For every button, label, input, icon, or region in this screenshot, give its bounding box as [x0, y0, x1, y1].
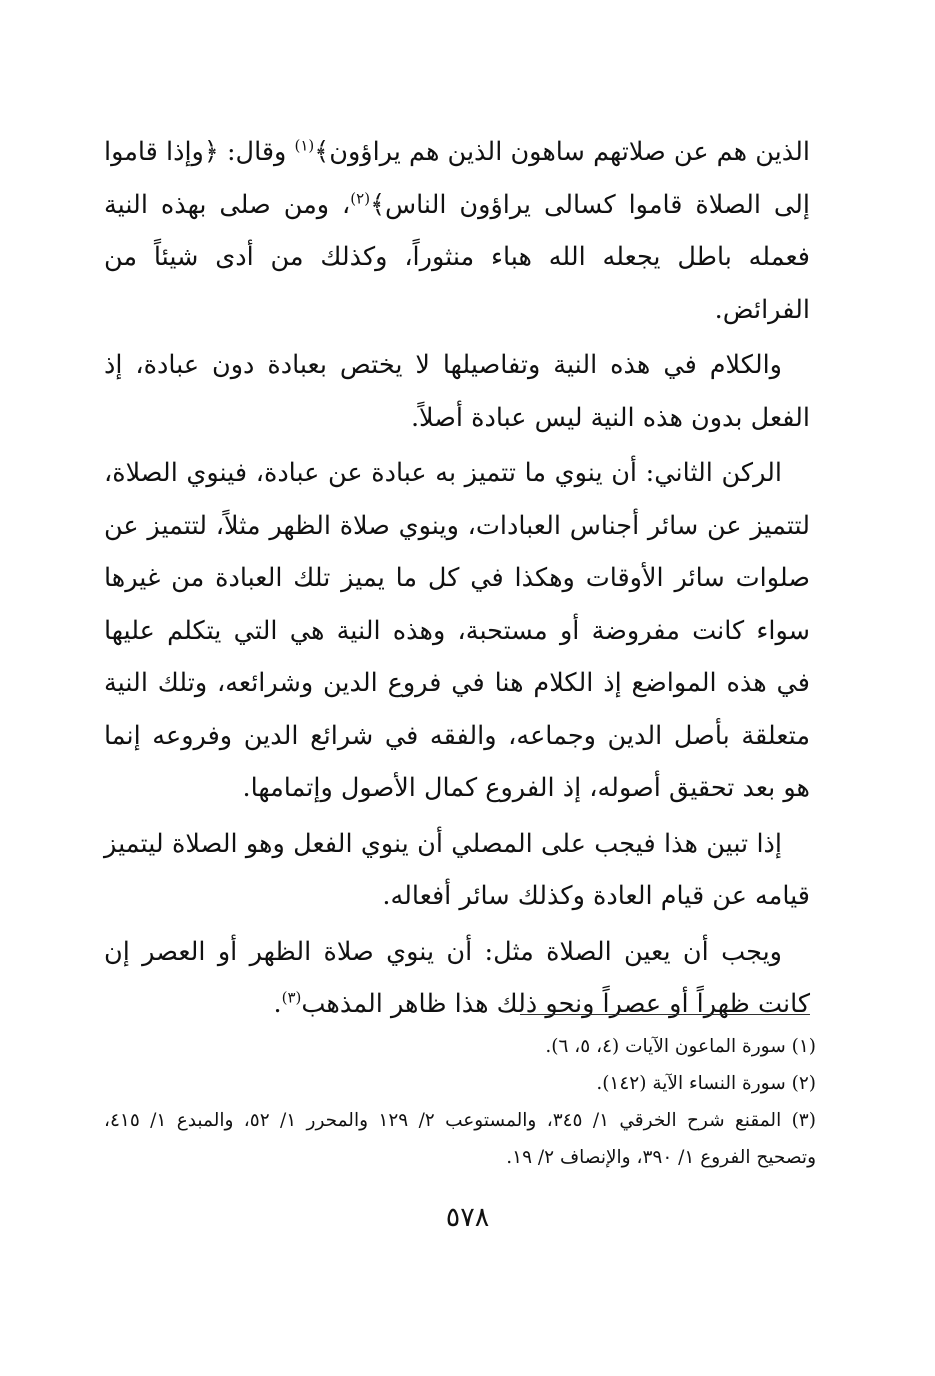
footnote-separator [520, 1014, 810, 1015]
main-text [104, 126, 810, 1031]
footnote-ref-2[interactable]: (٢) [350, 189, 371, 207]
paragraph-1-part-1: الذين هم عن صلاتهم ساهون الذين هم يراؤون﴾ [314, 137, 810, 167]
paragraph-1-part-3: ، ومن صلى بهذه النية فعمله باطل يجعله الله هباء منثوراً، وكذلك من أدى شيئاً من الفرائض. [104, 189, 810, 325]
footnote-3: (٣) المقنع شرح الخرقي ١/ ٣٤٥، والمستوعب ٢/ ١٢٩ والمحرر ١/ ٥٢، والمبدع ١/ ٤١٥، وتصحيح الفروع ١/ ٣٩٠، والإنصاف ٢/ ١٩. [104, 1110, 816, 1168]
footnote-ref-1[interactable]: (١) [294, 136, 315, 155]
footnote-2: (٢) سورة النساء الآية (١٤٢). [596, 1073, 816, 1094]
paragraph-2: والكلام في هذه النية وتفاصيلها لا يختص بعبادة دون عبادة، إذ الفعل بدون هذه النية ليس عبادة أصلاً. [104, 350, 810, 433]
page-number: ٥٧٨ [445, 1202, 490, 1233]
paragraph-5-text: ويجب أن يعين الصلاة مثل: أن ينوي صلاة الظهر أو العصر إن كانت ظهراً أو عصراً ونحو ذلك هذا ظاهر المذهب [104, 936, 810, 1019]
footnote-ref-3[interactable]: (٣) [281, 988, 302, 1007]
paragraph-4: إذا تبين هذا فيجب على المصلي أن ينوي الفعل وهو الصلاة ليتميز قيامه عن قيام العادة وكذلك سائر أفعاله. [104, 828, 810, 911]
footnotes [104, 1028, 816, 1176]
paragraph-3: الركن الثاني: أن ينوي ما تتميز به عبادة عن عبادة، فينوي الصلاة، لتتميز عن سائر أجناس العبادات، وينوي صلاة الظهر مثلاً، لتتميز عن صلوات سائر الأوقات وهكذا في كل ما يميز تلك العبادة من غيرها سواء كانت مفروضة أو مستحبة، وهذه النية هي التي يتكلم عليها في هذه المواضع إذ الكلام هنا في فروع الدين وشرائعه، وتلك النية متعلقة بأصل الدين وجماعه، والفقه في شرائع الدين وفروعه إنما هو بعد تحقيق أصوله، إذ الفروع كمال الأصول وإتمامها. [104, 458, 810, 803]
footnote-1: (١) سورة الماعون الآيات (٤، ٥، ٦). [545, 1036, 816, 1057]
paragraph-1 [104, 126, 810, 336]
paragraph-1-part-2: وقال: ﴿وإذا قاموا إلى الصلاة قاموا كسالى يراؤون الناس﴾ [104, 137, 811, 220]
paragraph-5-end: . [273, 989, 282, 1019]
